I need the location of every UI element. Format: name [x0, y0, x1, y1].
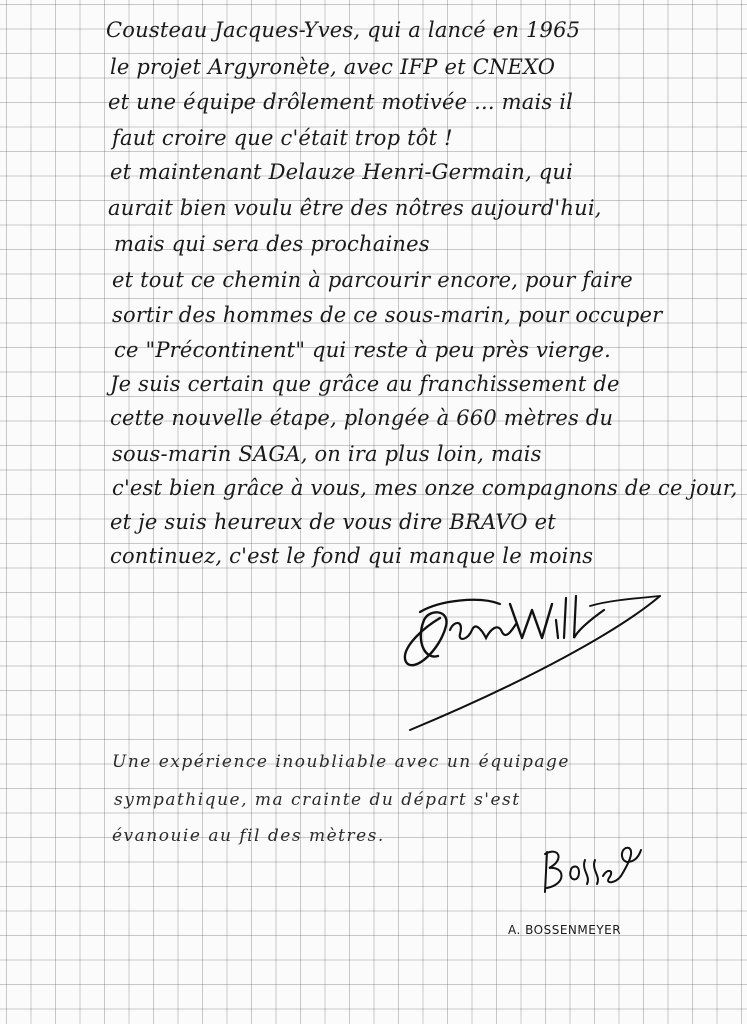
signature-two [535, 840, 645, 900]
letter-two-line-3: évanouie au fil des mètres. [112, 826, 385, 846]
letter-one-line-10: ce "Précontinent" qui reste à peu près vierge. [114, 338, 612, 362]
printed-name: A. BOSSENMEYER [508, 923, 622, 937]
letter-one-line-13: sous-marin SAGA, on ira plus loin, mais [112, 442, 542, 466]
letter-two-line-2: sympathique, ma crainte du départ s'est [114, 790, 521, 810]
letter-one-line-5: et maintenant Delauze Henri-Germain, qui [110, 160, 574, 184]
letter-one-line-7: mais qui sera des prochaines [114, 232, 430, 256]
letter-one-line-15: et je suis heureux de vous dire BRAVO et [110, 510, 556, 534]
letter-one-line-1: Cousteau Jacques-Yves, qui a lancé en 1965 [106, 18, 581, 42]
letter-one-line-9: sortir des hommes de ce sous-marin, pour occuper [112, 303, 663, 327]
letter-one-line-3: et une équipe drôlement motivée ... mais il [108, 90, 574, 114]
letter-one-line-11: Je suis certain que grâce au franchissement de [110, 372, 620, 396]
letter-one-line-2: le projet Argyronète, avec IFP et CNEXO [110, 55, 556, 79]
letter-one-line-16: continuez, c'est le fond qui manque le moins [110, 544, 594, 568]
letter-one-line-12: cette nouvelle étape, plongée à 660 mètres du [110, 406, 614, 430]
letter-one-line-4: faut croire que c'était trop tôt ! [112, 126, 453, 150]
letter-two-line-1: Une expérience inoubliable avec un équipage [112, 752, 570, 772]
letter-one-line-14: c'est bien grâce à vous, mes onze compagnons de ce jour, [112, 476, 738, 500]
signature-one [380, 590, 700, 750]
letter-one-line-8: et tout ce chemin à parcourir encore, pour faire [112, 268, 633, 292]
letter-one-line-6: aurait bien voulu être des nôtres aujourd'hui, [108, 196, 602, 220]
